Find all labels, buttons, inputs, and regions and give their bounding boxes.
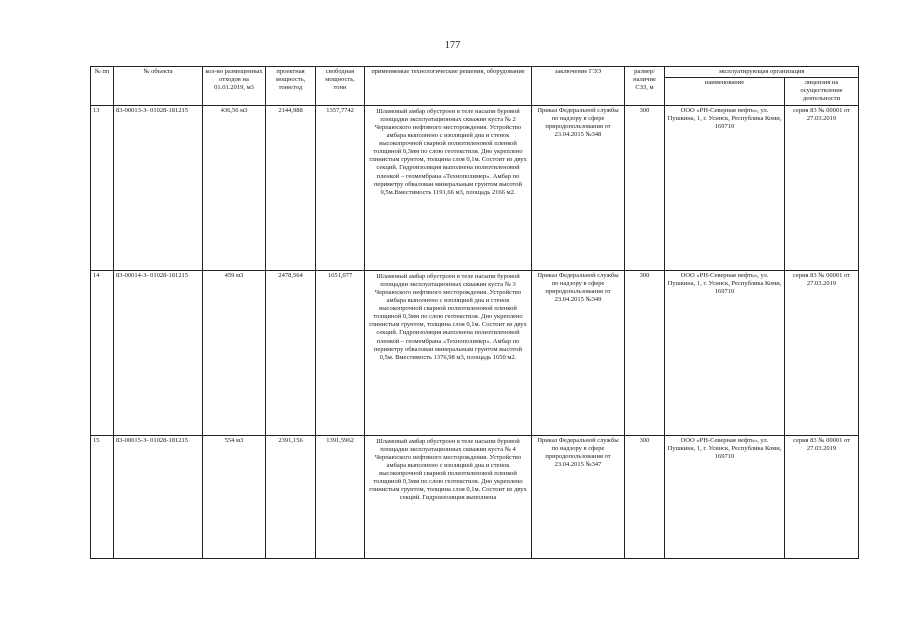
row-operator-name: ООО «РН-Северная нефть», ул. Пушкина, 1, г. Усинск, Республика Коми, 169710 xyxy=(665,105,785,270)
page-number: 177 xyxy=(444,40,461,51)
header-operator-group: эксплуатирующая организация xyxy=(665,67,859,78)
row-szz-size: 300 xyxy=(625,435,665,558)
header-object-number: № объекта xyxy=(114,67,203,106)
row-waste-amount: 554 м3 xyxy=(203,435,266,558)
header-gee-conclusion: заключение ГЭЭ xyxy=(532,67,625,106)
row-technologies: Шламовый амбар обустроен в теле насыпи буровой площадки эксплуатационных скважин куста № 4 Черпаюского нефтяного месторождения. Устройство амбара выполнено с изоляцией дна и стенок высокопрочной сварной полиэтиленовой пленкой толщиной 0,3мм по слою геотекстиля. Дно укреплено глинистым грунтом, толщина слоя 0,1м. Состоит из двух секций. Гидроизоляция выполнена xyxy=(365,435,532,558)
table-header xyxy=(91,67,859,106)
row-operator-name: ООО «РН-Северная нефть», ул. Пушкина, 1, г. Усинск, Республика Коми, 169710 xyxy=(665,270,785,435)
table-row xyxy=(91,270,859,435)
header-technologies: применяемые технологические решения, оборудование xyxy=(365,67,532,106)
table-row xyxy=(91,435,859,558)
row-num: 14 xyxy=(91,270,114,435)
header-operator-name: наименование xyxy=(665,78,785,105)
row-operator-license: серия 83 № 00001 от 27.03.2019 xyxy=(785,105,859,270)
row-object-number: 83-00015-З- 01028-181215 xyxy=(114,435,203,558)
row-szz-size: 300 xyxy=(625,270,665,435)
row-gee-conclusion: Приказ Федеральной службы по надзору в сфере природопользования от 23.04.2015 №347 xyxy=(532,435,625,558)
header-waste-amount: кол-во размещенных отходов на 01.01.2019, м3 xyxy=(203,67,266,106)
row-technologies: Шламовый амбар обустроен в теле насыпи буровой площадки эксплуатационных скважин куста № 3 Черпаюского нефтяного месторождения. Устройство амбара выполнено с изоляцией дна и стенок высокопрочной сварной полиэтиленовой пленкой толщиной 0,3мм по слою геотекстиля. Дно укреплено глинистым грунтом, толщина слоя 0,1м. Состоит из двух секций. Гидроизоляция выполнена полиэтиленовой пленкой – геомембрана «Технополимер». Амбар по периметру обвалован минеральным грунтом высотой 0,5м. Вместимость 1376,98 м3, площадь 1650 м2. xyxy=(365,270,532,435)
row-free-capacity: 1391,5962 xyxy=(316,435,365,558)
row-gee-conclusion: Приказ Федеральной службы по надзору в сфере природопользования от 23.04.2015 №348 xyxy=(532,105,625,270)
row-design-capacity: 2478,564 xyxy=(266,270,316,435)
row-technologies: Шламовый амбар обустроен в теле насыпи буровой площадки эксплуатационных скважин куста № 2 Черпаюского нефтяного месторождения. Устройство амбара выполнено с изоляцией дна и стенок высокопрочной сварной полиэтиленовой пленкой толщиной 0,3мм по слою геотекстиля. Дно укреплено глинистым грунтом, толщина слоя 0,1м. Состоит из двух секций. Гидроизоляция выполнена полиэтиленовой пленкой – геомембрана «Технополимер». Амбар по периметру обвалован минеральным грунтом высотой 0,5м.Вместимость 1191,66 м3, площадь 2166 м2. xyxy=(365,105,532,270)
row-free-capacity: 1651,077 xyxy=(316,270,365,435)
row-szz-size: 300 xyxy=(625,105,665,270)
header-free-capacity: свободная мощность, тонн xyxy=(316,67,365,106)
row-design-capacity: 2391,156 xyxy=(266,435,316,558)
header-operator-license: лицензия на осуществление деятельности xyxy=(785,78,859,105)
row-object-number: 83-00014-З- 01028-181215 xyxy=(114,270,203,435)
table-row xyxy=(91,105,859,270)
row-num: 15 xyxy=(91,435,114,558)
row-num: 13 xyxy=(91,105,114,270)
row-waste-amount: 436,56 м3 xyxy=(203,105,266,270)
waste-facilities-table xyxy=(90,66,859,559)
row-operator-license: серия 83 № 00001 от 27.03.2019 xyxy=(785,435,859,558)
row-operator-name: ООО «РН-Северная нефть», ул. Пушкина, 1, г. Усинск, Республика Коми, 169710 xyxy=(665,435,785,558)
header-num: № пп xyxy=(91,67,114,106)
row-waste-amount: 459 м3 xyxy=(203,270,266,435)
header-design-capacity: проектная мощность, тонн/год xyxy=(266,67,316,106)
row-object-number: 83-00013-З- 01028-181215 xyxy=(114,105,203,270)
header-szz-size: размер/ наличие СЗЗ, м xyxy=(625,67,665,106)
row-operator-license: серия 83 № 00001 от 27.03.2019 xyxy=(785,270,859,435)
table-body xyxy=(91,105,859,558)
row-design-capacity: 2144,988 xyxy=(266,105,316,270)
row-gee-conclusion: Приказ Федеральной службы по надзору в сфере природопользования от 23.04.2015 №349 xyxy=(532,270,625,435)
row-free-capacity: 1357,7742 xyxy=(316,105,365,270)
